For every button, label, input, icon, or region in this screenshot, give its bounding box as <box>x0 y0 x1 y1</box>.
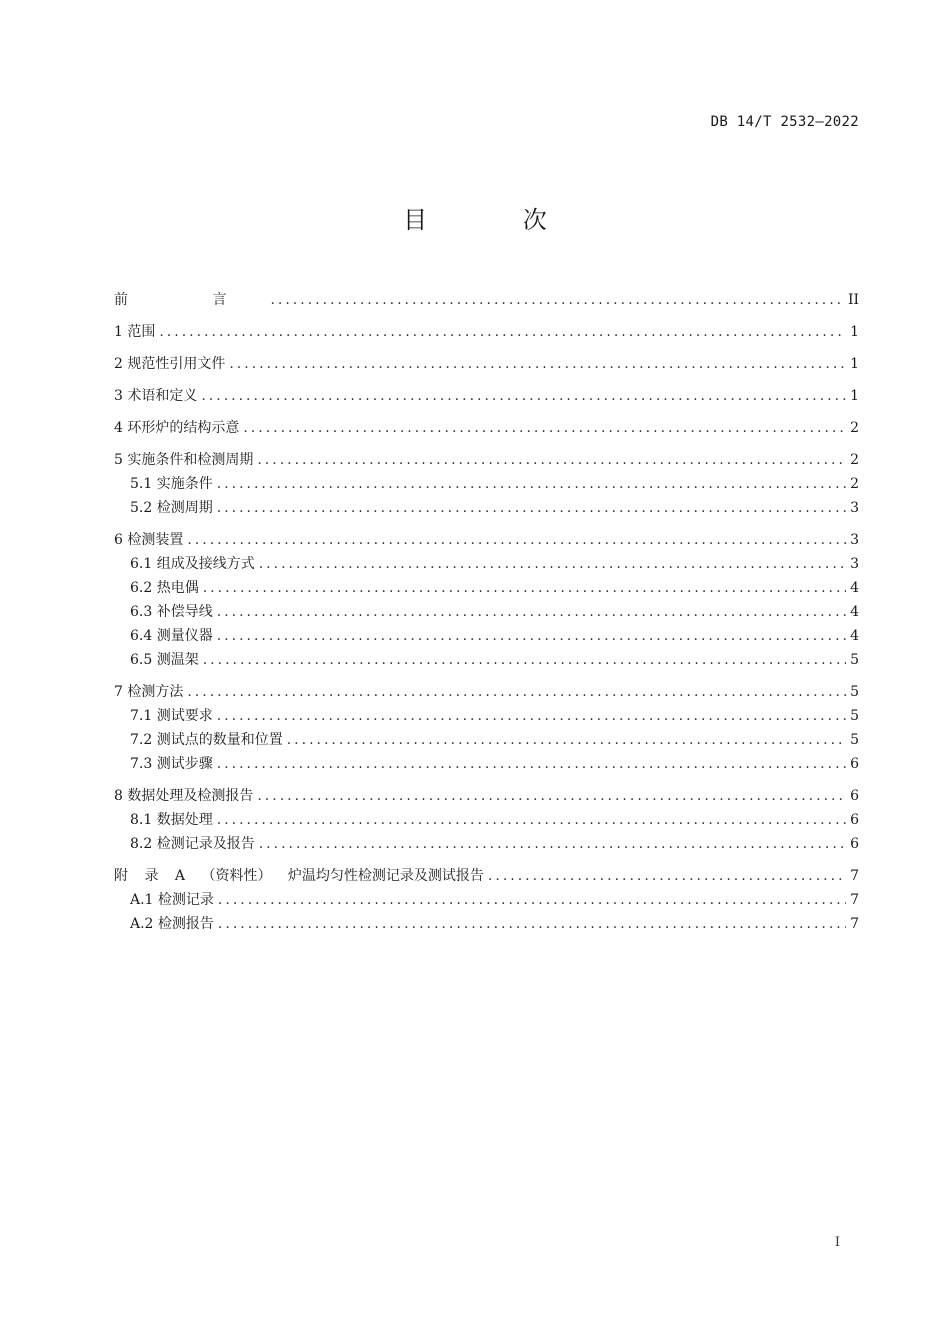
toc-entry-6-4[interactable] <box>114 624 859 648</box>
toc-leader-dots <box>201 384 846 408</box>
toc-leader-dots <box>203 576 846 600</box>
toc-entry-7-2[interactable] <box>114 728 859 752</box>
toc-leader-dots <box>217 624 846 648</box>
toc-entry-appendix-a[interactable] <box>114 864 859 888</box>
toc-leader-dots <box>217 752 846 776</box>
toc-entry-page: 5 <box>850 684 859 700</box>
toc-entry-page: 5 <box>850 708 859 724</box>
toc-entry-3[interactable] <box>114 384 859 408</box>
toc-leader-dots <box>217 808 846 832</box>
toc-leader-dots <box>217 496 846 520</box>
toc-entry-label: 6.4 测量仪器 <box>130 628 213 644</box>
table-of-contents <box>114 288 859 936</box>
toc-leader-dots <box>159 320 846 344</box>
toc-entry-label: 8.1 数据处理 <box>130 812 213 828</box>
toc-leader-dots <box>187 528 846 552</box>
toc-entry-page: 2 <box>850 476 859 492</box>
toc-entry-5[interactable] <box>114 448 859 472</box>
toc-entry-page: 7 <box>850 892 859 908</box>
toc-entry-label: 前 言 <box>114 292 267 308</box>
toc-entry-page: 6 <box>850 756 859 772</box>
toc-leader-dots <box>229 352 846 376</box>
toc-entry-page: 1 <box>850 324 859 340</box>
toc-leader-dots <box>259 832 846 856</box>
toc-entry-page: 4 <box>850 580 859 596</box>
toc-leader-dots <box>243 416 846 440</box>
toc-entry-1[interactable] <box>114 320 859 344</box>
toc-entry-label: 7.2 测试点的数量和位置 <box>130 732 283 748</box>
toc-entry-label: 6 检测装置 <box>114 532 184 548</box>
toc-entry-label: 6.5 测温架 <box>130 652 199 668</box>
toc-entry-page: 6 <box>850 788 859 804</box>
toc-entry-label: 7.3 测试步骤 <box>130 756 213 772</box>
toc-entry-page: 1 <box>850 356 859 372</box>
toc-entry-page: 1 <box>850 388 859 404</box>
toc-entry-label: 5 实施条件和检测周期 <box>114 452 254 468</box>
toc-leader-dots <box>217 472 846 496</box>
toc-entry-page: 4 <box>850 628 859 644</box>
toc-entry-label: 6.3 补偿导线 <box>130 604 213 620</box>
page-title: 目 次 <box>403 206 591 234</box>
toc-entry-page: 5 <box>850 732 859 748</box>
toc-entry-label: 5.1 实施条件 <box>130 476 213 492</box>
toc-entry-label: 6.1 组成及接线方式 <box>130 556 255 572</box>
page-number: I <box>834 1235 840 1250</box>
toc-entry-label: A.2 检测报告 <box>130 916 214 932</box>
toc-entry-4[interactable] <box>114 416 859 440</box>
toc-entry-page: 5 <box>850 652 859 668</box>
toc-leader-dots <box>187 680 846 704</box>
toc-entry-label: 8.2 检测记录及报告 <box>130 836 255 852</box>
toc-entry-6-1[interactable] <box>114 552 859 576</box>
toc-leader-dots <box>488 864 846 888</box>
toc-entry-label: 附 录 A （资料性） 炉温均匀性检测记录及测试报告 <box>114 868 484 884</box>
toc-entry-6-2[interactable] <box>114 576 859 600</box>
toc-entry-label: A.1 检测记录 <box>130 892 214 908</box>
toc-entry-7[interactable] <box>114 680 859 704</box>
toc-entry-page: 6 <box>850 836 859 852</box>
document-code: DB 14/T 2532—2022 <box>710 114 859 130</box>
toc-entry-2[interactable] <box>114 352 859 376</box>
toc-entry-label: 3 术语和定义 <box>114 388 198 404</box>
toc-leader-dots <box>259 552 846 576</box>
toc-leader-dots <box>287 728 846 752</box>
toc-entry-8-1[interactable] <box>114 808 859 832</box>
toc-entry-8-2[interactable] <box>114 832 859 856</box>
toc-entry-8[interactable] <box>114 784 859 808</box>
toc-leader-dots <box>257 448 846 472</box>
toc-entry-5-1[interactable] <box>114 472 859 496</box>
toc-entry-page: 7 <box>850 868 859 884</box>
toc-entry-label: 6.2 热电偶 <box>130 580 199 596</box>
toc-entry-6[interactable] <box>114 528 859 552</box>
toc-leader-dots <box>257 784 846 808</box>
toc-entry-page: II <box>847 292 859 308</box>
toc-leader-dots <box>218 888 846 912</box>
toc-entry-page: 2 <box>850 420 859 436</box>
toc-entry-a-2[interactable] <box>114 912 859 936</box>
toc-leader-dots <box>217 704 846 728</box>
toc-entry-page: 6 <box>850 812 859 828</box>
toc-entry-page: 3 <box>850 556 859 572</box>
toc-entry-label: 8 数据处理及检测报告 <box>114 788 254 804</box>
toc-entry-page: 7 <box>850 916 859 932</box>
toc-entry-page: 4 <box>850 604 859 620</box>
toc-entry-label: 7.1 测试要求 <box>130 708 213 724</box>
toc-entry-label: 7 检测方法 <box>114 684 184 700</box>
toc-leader-dots <box>203 648 846 672</box>
toc-entry-page: 2 <box>850 452 859 468</box>
toc-entry-a-1[interactable] <box>114 888 859 912</box>
toc-entry-label: 5.2 检测周期 <box>130 500 213 516</box>
toc-entry-5-2[interactable] <box>114 496 859 520</box>
toc-entry-label: 1 范围 <box>114 324 156 340</box>
toc-entry-6-3[interactable] <box>114 600 859 624</box>
toc-entry-foreword[interactable] <box>114 288 859 312</box>
toc-entry-page: 3 <box>850 500 859 516</box>
toc-entry-page: 3 <box>850 532 859 548</box>
toc-leader-dots <box>218 912 846 936</box>
toc-entry-label: 4 环形炉的结构示意 <box>114 420 240 436</box>
toc-entry-7-1[interactable] <box>114 704 859 728</box>
toc-entry-6-5[interactable] <box>114 648 859 672</box>
toc-entry-label: 2 规范性引用文件 <box>114 356 226 372</box>
toc-leader-dots <box>270 288 843 312</box>
toc-entry-7-3[interactable] <box>114 752 859 776</box>
toc-leader-dots <box>217 600 846 624</box>
